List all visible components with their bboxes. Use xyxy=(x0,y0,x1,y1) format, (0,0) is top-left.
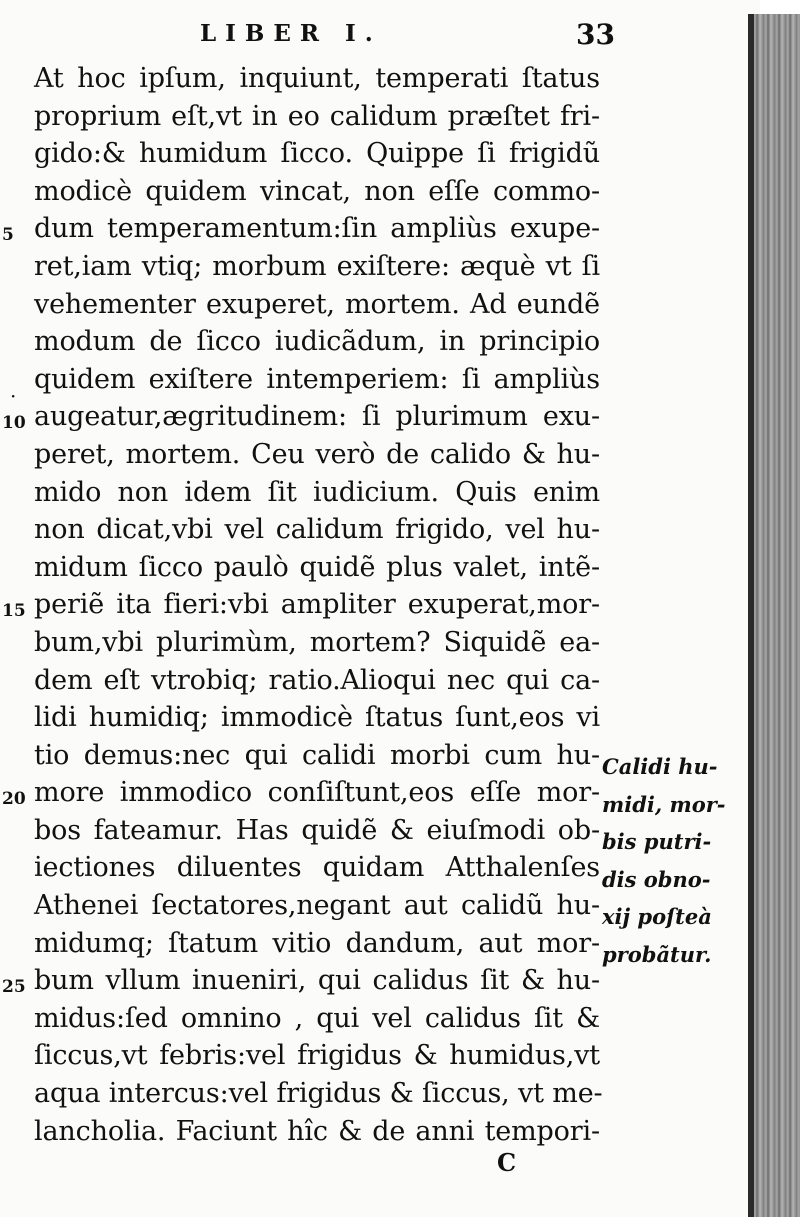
text-line: vehementer exuperet, mortem. Ad eundẽ xyxy=(34,288,600,320)
text-line: lidi humidiq; immodicè ſtatus ſunt,eos vi xyxy=(34,702,600,734)
marginal-note-line: Calidi hu- xyxy=(602,754,718,779)
text-line: tio demus:nec qui calidi morbi cum hu- xyxy=(34,739,600,771)
signature-mark: C xyxy=(497,1148,517,1177)
text-line: At hoc ipſum, inquiunt, temperati ſtatus xyxy=(34,63,600,94)
text-line: mido non idem ſit iudicium. Quis enim xyxy=(34,476,600,508)
text-line: ſiccus,vt febris:vel frigidus & humidus,vt xyxy=(34,1040,600,1072)
text-line: midum ſicco paulò quidẽ plus valet, intẽ- xyxy=(34,551,600,583)
text-line: dum temperamentum:ſin ampliùs exupe- xyxy=(34,213,600,245)
running-title: LIBER I. xyxy=(200,20,382,47)
page-edge xyxy=(752,14,800,1217)
text-line: non dicat,vbi vel calidum frigido, vel hu- xyxy=(34,514,600,546)
line-number-10: 10 xyxy=(2,413,26,433)
text-line: iectiones diluentes quidam Atthalenſes xyxy=(34,852,600,884)
marginal-note-line: probãtur. xyxy=(602,941,712,967)
text-line: modicè quidem vincat, non eſſe commo- xyxy=(34,175,600,207)
marginal-note xyxy=(602,748,752,974)
marginal-note-line: xij poſteà xyxy=(602,904,712,930)
line-number-5: 5 xyxy=(2,225,14,245)
text-line: modum de ſicco iudicãdum, in principio xyxy=(34,326,600,358)
text-line: quidem exiſtere intemperiem: ſi ampliùs xyxy=(34,363,600,395)
marginal-note-line: bis putri- xyxy=(602,829,712,855)
text-line: Athenei ſectatores,negant aut calidũ hu- xyxy=(34,890,600,922)
text-line: periẽ ita fieri:vbi ampliter exuperat,mor- xyxy=(34,589,600,621)
running-head xyxy=(200,14,620,54)
text-line: midumq; ſtatum vitio dandum, aut mor- xyxy=(34,927,600,959)
text-line: augeatur,ægritudinem: ſi plurimum exu- xyxy=(34,401,600,433)
text-line: proprium eſt,vt in eo calidum præſtet fri- xyxy=(34,100,600,132)
text-line: dem eſt vtrobiq; ratio.Alioqui nec qui ca- xyxy=(34,664,600,696)
text-line: bos fateamur. Has quidẽ & eiuſmodi ob- xyxy=(34,814,600,846)
marginal-note-line: midi, mor- xyxy=(602,791,726,817)
text-line: midus:ſed omnino , qui vel calidus ſit & xyxy=(34,1002,600,1034)
text-line: gido:& humidum ſicco. Quippe ſi frigidũ xyxy=(34,138,600,170)
text-line: bum,vbi plurimùm, mortem? Siquidẽ ea- xyxy=(34,626,600,658)
line-number-25: 25 xyxy=(2,977,26,997)
text-line: lancholia. Faciunt hîc & de anni tempori- xyxy=(34,1115,600,1147)
body-text xyxy=(34,60,603,1150)
line-number-15: 15 xyxy=(2,601,26,621)
page-number: 33 xyxy=(576,18,615,51)
text-line: ret,iam vtiq; morbum exiſtere: æquè vt ſi xyxy=(34,250,600,282)
marginal-note-line: dis obno- xyxy=(602,866,711,892)
text-line: bum vllum inueniri, qui calidus ſit & hu- xyxy=(34,965,600,997)
text-line: aqua intercus:vel frigidus & ſiccus, vt me- xyxy=(34,1078,603,1110)
text-line: peret, mortem. Ceu verò de calido & hu- xyxy=(34,438,600,470)
line-number-20: 20 xyxy=(2,789,26,809)
text-line: more immodico conſiſtunt,eos eſſe mor- xyxy=(34,777,600,809)
margin-dot: · xyxy=(10,384,17,408)
